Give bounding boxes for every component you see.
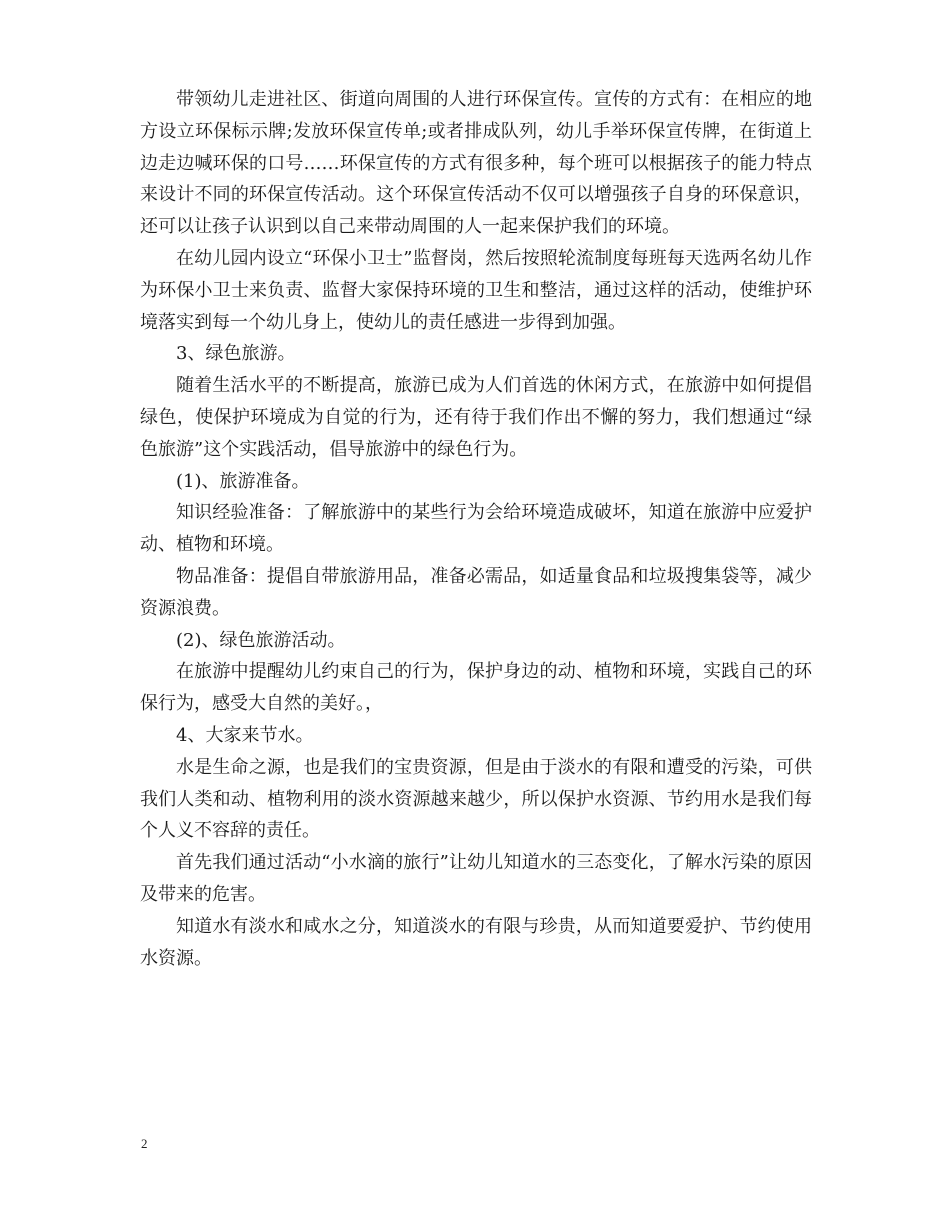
paragraph-item-preparation: 物品准备：提倡自带旅游用品，准备必需品，如适量食品和垃圾搜集袋等，减少资源浪费。: [140, 565, 812, 619]
paragraph-knowledge-preparation: 知识经验准备：了解旅游中的某些行为会给环境造成破坏，知道在旅游中应爱护动、植物和环境。: [140, 502, 812, 556]
paragraph-fresh-water: 知道水有淡水和咸水之分，知道淡水的有限与珍贵，从而知道要爱护、节约使用水资源。: [140, 915, 812, 969]
paragraph-travel-behavior: 在旅游中提醒幼儿约束自己的行为，保护身边的动、植物和环境，实践自己的环保行为，感受大自然的美好。，: [140, 661, 812, 715]
document-body: [140, 84, 812, 974]
paragraph-water-resource: 水是生命之源，也是我们的宝贵资源，但是由于淡水的有限和遭受的污染，可供我们人类和动、植物利用的淡水资源越来越少，所以保护水资源、节约用水是我们每个人义不容辞的责任。: [140, 756, 812, 842]
subheading-green-travel-activity: (2)、绿色旅游活动。: [176, 629, 346, 651]
heading-save-water: 4、大家来节水。: [176, 724, 314, 746]
paragraph-water-drop-journey: 首先我们通过活动“小水滴的旅行”让幼儿知道水的三态变化，了解水污染的原因及带来的危害。: [140, 852, 812, 905]
subheading-travel-preparation: (1)、旅游准备。: [176, 470, 310, 492]
paragraph-eco-guard-post: 在幼儿园内设立“环保小卫士”监督岗，然后按照轮流制度每班每天选两名幼儿作为环保小卫士来负责、监督大家保持环境的卫生和整洁，通过这样的活动，使维护环境落实到每一个幼儿身上，使幼儿的责任感进一步得到加强。: [140, 247, 812, 333]
heading-green-travel: 3、绿色旅游。: [176, 343, 296, 365]
paragraph-community-promotion: 带领幼儿走进社区、街道向周围的人进行环保宣传。宣传的方式有：在相应的地方设立环保标示牌;发放环保宣传单;或者排成队列，幼儿手举环保宣传牌，在街道上边走边喊环保的口号……环保宣传的方式有很多种，每个班可以根据孩子的能力特点来设计不同的环保宣传活动。这个环保宣传活动不仅可以增强孩子自身的环保意识，还可以让孩子认识到以自己来带动周围的人一起来保护我们的环境。: [140, 89, 812, 238]
page-number: 2: [141, 1136, 148, 1151]
paragraph-green-travel-intro: 随着生活水平的不断提高，旅游已成为人们首选的休闲方式，在旅游中如何提倡绿色，使保护环境成为自觉的行为，还有待于我们作出不懈的努力，我们想通过“绿色旅游”这个实践活动，倡导旅游中的绿色行为。: [140, 375, 812, 460]
